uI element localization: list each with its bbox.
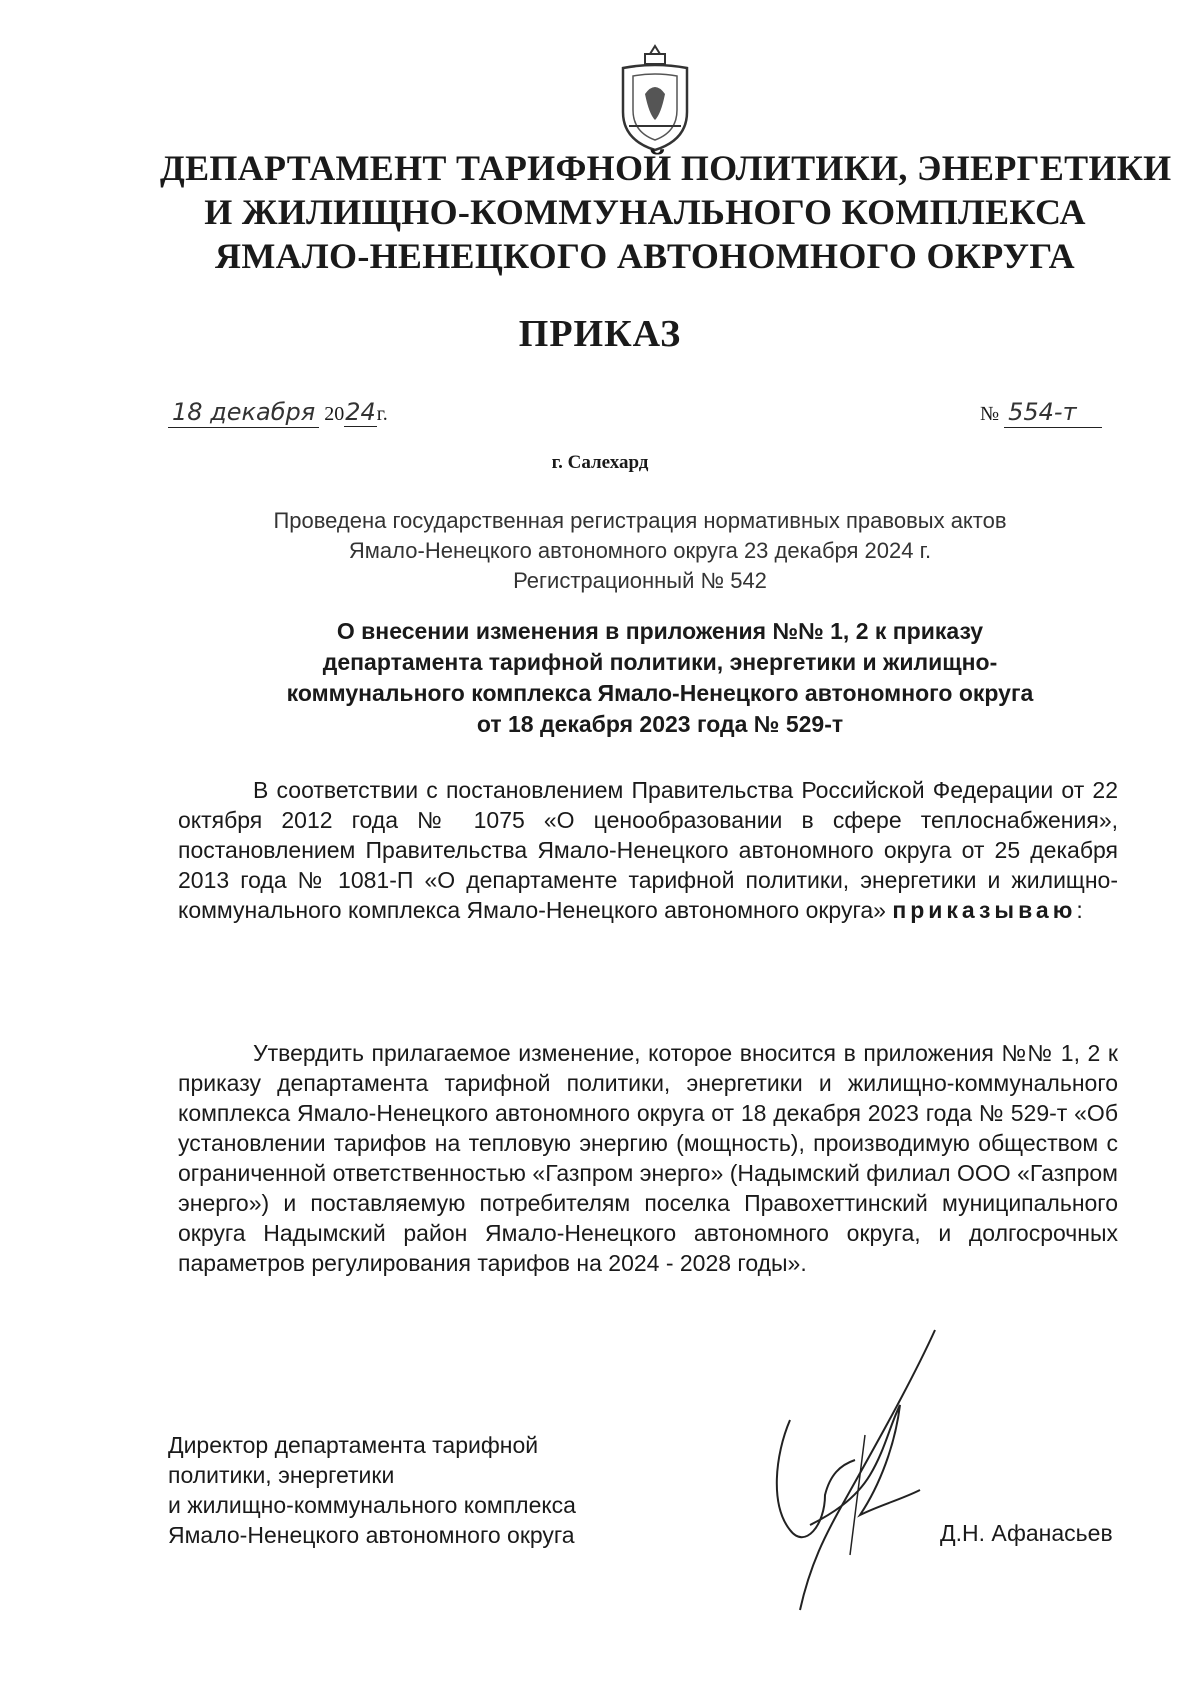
resolution-paragraph: Утвердить прилагаемое изменение, которое вносится в приложения №№ 1, 2 к приказу департамента тарифной политики, энергетики и жилищно-коммунального комплекса Ямало-Ненецкого автономного округа от 18 декабря 2023 года № 529-т «Об установлении тарифов на тепловую энергию (мощность), производимую обществом с ограниченной ответственностью «Газпром энерго» (Надымский филиал ООО «Газпром энерго») и поставляемую потребителям поселка Правохеттинский муниципального округа Надымский район Ямало-Ненецкого автономного округа, и долгосрочных параметров регулирования тарифов на 2024 - 2028 годы». <box>178 1040 1118 1276</box>
number-label: № <box>980 403 1000 425</box>
preamble-paragraph <box>178 775 1118 925</box>
year-suffix: г. <box>376 403 388 425</box>
handwritten-year: 24 <box>345 398 376 426</box>
preamble-text: В соответствии с постановлением Правительства Российской Федерации от 22 октября 2012 года № 1075 «О ценообразовании в сфере теплоснабжения», постановлением Правительства Ямало-Ненецкого автономного округа от 25 декабря 2013 года № 1081-П «О департаменте тарифной политики, энергетики и жилищно-коммунального комплекса Ямало-Ненецкого автономного округа» <box>178 777 1118 923</box>
order-word: приказываю <box>892 897 1077 923</box>
position-line-1: Директор департамента тарифной <box>168 1432 539 1458</box>
subject-line-4: от 18 декабря 2023 года № 529-т <box>476 711 844 737</box>
department-line-2: И ЖИЛИЩНО-КОММУНАЛЬНОГО КОМПЛЕКСА <box>204 192 1086 232</box>
position-line-2: политики, энергетики <box>168 1462 395 1488</box>
department-line-1: ДЕПАРТАМЕНТ ТАРИФНОЙ ПОЛИТИКИ, ЭНЕРГЕТИКИ <box>160 148 1172 188</box>
document-date <box>168 398 388 428</box>
handwritten-date: 18 декабря <box>168 398 319 428</box>
subject-line-3: коммунального комплекса Ямало-Ненецкого автономного округа <box>286 680 1034 706</box>
handwritten-signature <box>770 1325 950 1625</box>
document-subject <box>195 616 1125 740</box>
document-number <box>980 398 1102 428</box>
document-type-title: ПРИКАЗ <box>518 313 682 355</box>
signatory-name: Д.Н. Афанасьев <box>940 1520 1113 1546</box>
position-line-3: и жилищно-коммунального комплекса <box>168 1492 576 1518</box>
registration-line-3: Регистрационный № 542 <box>513 568 767 593</box>
coat-of-arms-icon <box>615 42 695 154</box>
signatory-position <box>168 1430 576 1550</box>
department-line-3: ЯМАЛО-НЕНЕЦКОГО АВТОНОМНОГО ОКРУГА <box>215 236 1075 276</box>
department-heading <box>160 146 1172 278</box>
registration-line-2: Ямало-Ненецкого автономного округа 23 декабря 2024 г. <box>348 538 932 563</box>
year-prefix: 20 <box>324 403 345 425</box>
position-line-4: Ямало-Ненецкого автономного округа <box>168 1522 575 1548</box>
handwritten-number: 554-т <box>1004 398 1102 428</box>
order-colon: : <box>1076 897 1083 923</box>
city: г. Салехард <box>551 452 649 473</box>
subject-line-1: О внесении изменения в приложения №№ 1, 2 к приказу <box>336 618 984 644</box>
registration-notice <box>190 506 1090 596</box>
subject-line-2: департамента тарифной политики, энергетики и жилищно- <box>322 649 998 675</box>
registration-line-1: Проведена государственная регистрация нормативных правовых актов <box>273 508 1007 533</box>
